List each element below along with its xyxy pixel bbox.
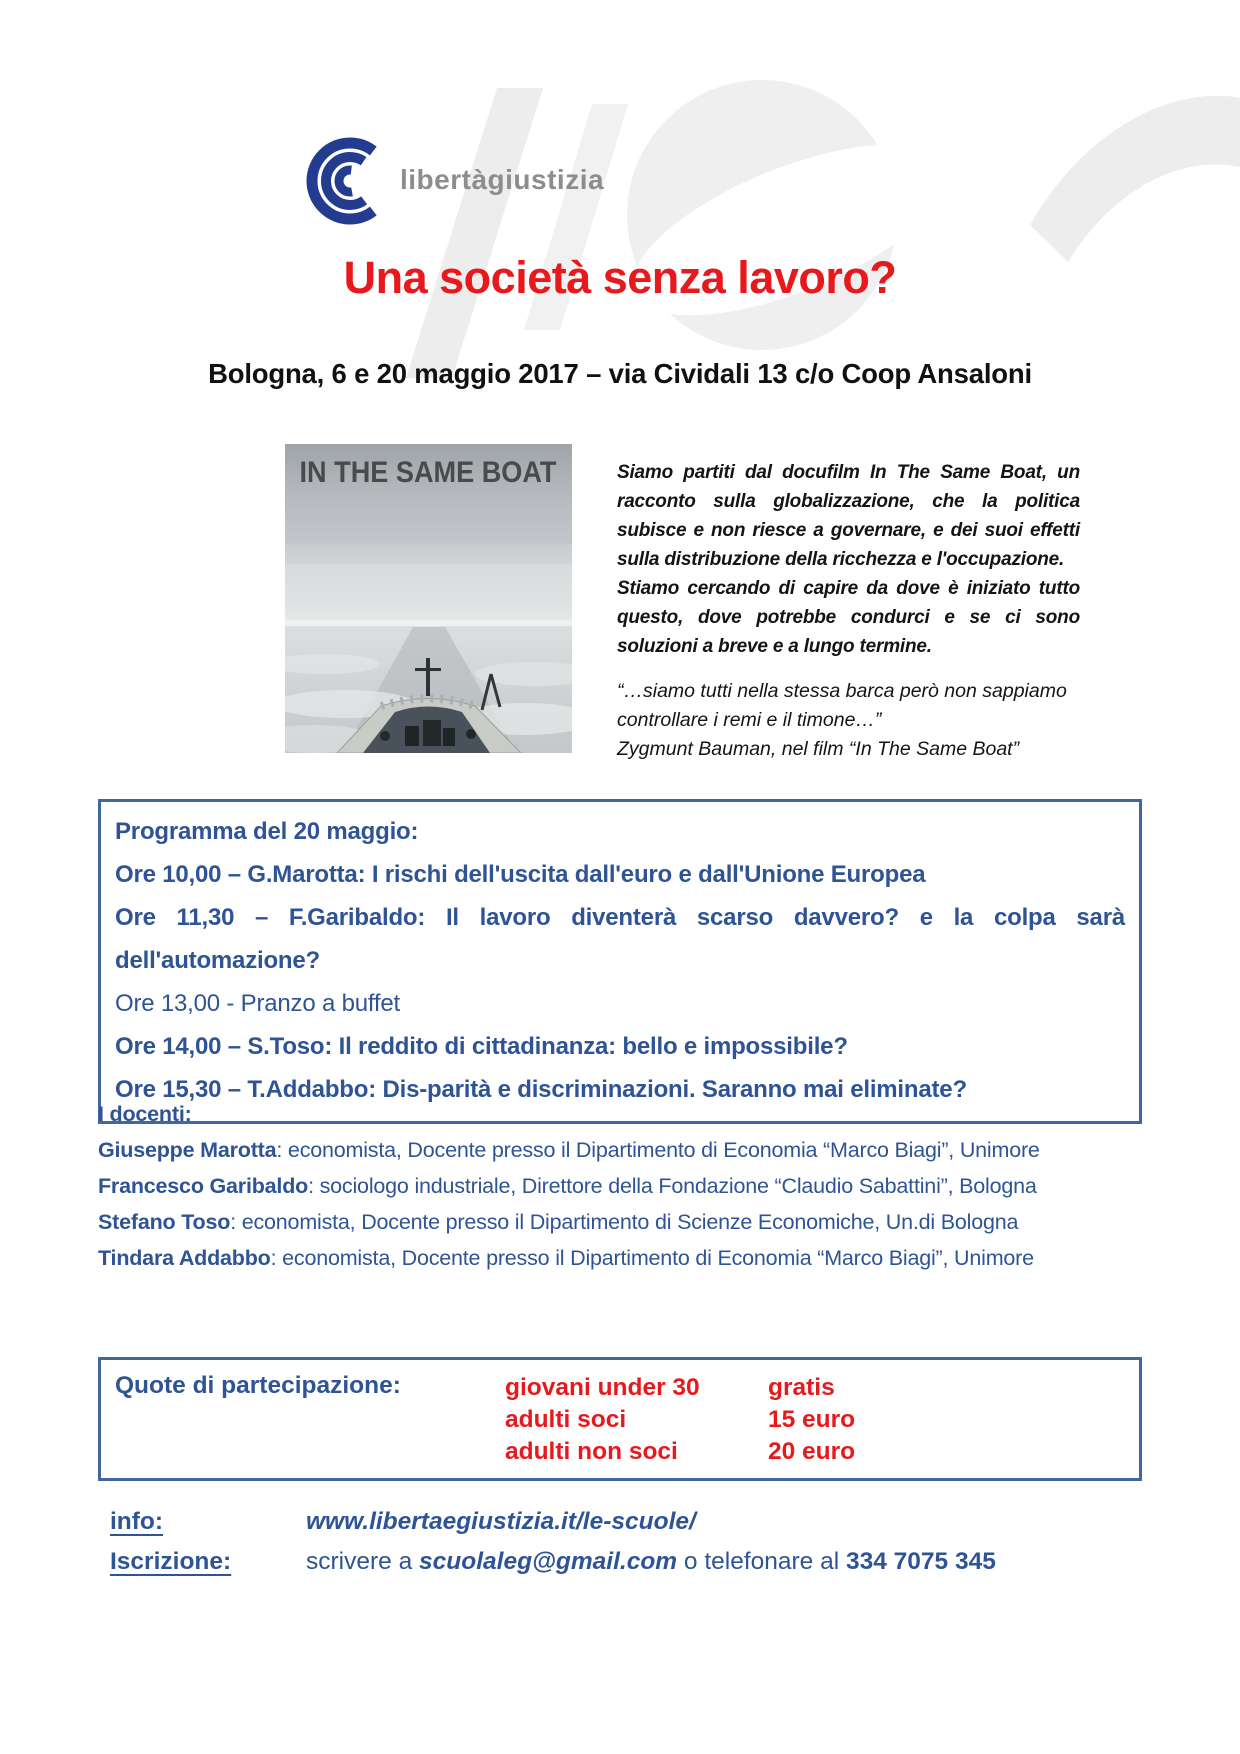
fee-price: 20 euro (768, 1438, 856, 1465)
libertagiustizia-logo-icon (300, 124, 396, 238)
teachers-heading: I docenti: (98, 1102, 192, 1126)
bauman-quote: “…siamo tutti nella stessa barca però non sappiamo controllare i remi e il timone…” (617, 680, 1067, 731)
teacher-entry (98, 1132, 1142, 1168)
logo (300, 124, 620, 244)
fee-category: adulti non soci (505, 1438, 678, 1465)
fees-prices (768, 1372, 1125, 1468)
teacher-name: Stefano Toso (98, 1210, 231, 1234)
program-item-1530: Ore 15,30 – T.Addabbo: Dis-parità e discriminazioni. Saranno mai eliminate? (115, 1076, 967, 1103)
iscrizione-mid-text: o telefonare al (677, 1548, 846, 1575)
ship-in-ice-illustration (285, 444, 572, 753)
fee-category: giovani under 30 (505, 1374, 700, 1401)
intro-paragraph (617, 458, 1080, 661)
teacher-name: Giuseppe Marotta (98, 1138, 277, 1162)
event-date-location: Bologna, 6 e 20 maggio 2017 – via Cividali 13 c/o Coop Ansaloni (208, 358, 1032, 389)
intro-paragraph-2: Stiamo cercando di capire da dove è iniziato tutto questo, dove potrebbe condurci e se ci sono soluzioni a breve e a lungo termine. (617, 578, 1080, 657)
teacher-desc: : economista, Docente presso il Dipartimento di Economia “Marco Biagi”, Unimore (276, 1138, 1040, 1162)
intro-paragraph-1: Siamo partiti dal docufilm In The Same Boat, un racconto sulla globalizzazione, che la politica subisce e non riesce a governare, e dei suoi effetti sulla distribuzione della ricchezza e l'occupazione. (617, 462, 1080, 570)
iscrizione-label: Iscrizione: (110, 1548, 232, 1575)
iscrizione-pre-text: scrivere a (306, 1548, 420, 1575)
fee-price: gratis (768, 1374, 835, 1401)
teacher-desc: : sociologo industriale, Direttore della Fondazione “Claudio Sabattini”, Bologna (308, 1174, 1037, 1198)
iscrizione-email-link[interactable]: scuolaleg@gmail.com (419, 1548, 678, 1575)
poster-title-text: IN THE SAME BOAT (299, 456, 557, 489)
intro-section (617, 458, 1080, 764)
teacher-name: Francesco Garibaldo (98, 1174, 309, 1198)
fees-box (98, 1357, 1142, 1481)
teacher-entry (98, 1204, 1142, 1240)
teacher-desc: : economista, Docente presso il Dipartimento di Economia “Marco Biagi”, Unimore (270, 1246, 1034, 1270)
fee-price: 15 euro (768, 1406, 856, 1433)
docufilm-poster-image (285, 444, 572, 753)
fees-heading: Quote di partecipazione: (115, 1372, 401, 1399)
info-label: info: (110, 1508, 164, 1535)
program-item-1300: Ore 13,00 - Pranzo a buffet (115, 990, 401, 1017)
logo-text: libertàgiustizia (400, 164, 605, 195)
teacher-entry (98, 1240, 1142, 1276)
program-item-1130: Ore 11,30 – F.Garibaldo: Il lavoro diventerà scarso davvero? e la colpa sarà dell'automazione? (115, 904, 1125, 974)
info-url-link[interactable]: www.libertaegiustizia.it/le-scuole/ (306, 1508, 696, 1535)
iscrizione-phone: 334 7075 345 (846, 1548, 996, 1575)
iscrizione-row (110, 1546, 1142, 1577)
teacher-entry (98, 1168, 1142, 1204)
page-title: Una società senza lavoro? (343, 252, 897, 303)
teacher-name: Tindara Addabbo (98, 1246, 271, 1270)
program-heading: Programma del 20 maggio: (115, 818, 419, 845)
iscrizione-value (306, 1546, 996, 1577)
fee-category: adulti soci (505, 1406, 627, 1433)
info-row (110, 1506, 1142, 1537)
program-item-1400: Ore 14,00 – S.Toso: Il reddito di cittadinanza: bello e impossibile? (115, 1033, 848, 1060)
watermark-crescent-icon (1030, 96, 1240, 262)
contact-section (110, 1506, 1142, 1586)
teachers-section (98, 1096, 1142, 1276)
fees-categories (505, 1372, 768, 1468)
background-watermark (0, 0, 1240, 420)
program-box (98, 799, 1142, 1124)
teacher-desc: : economista, Docente presso il Dipartimento di Scienze Economiche, Un.di Bologna (230, 1210, 1019, 1234)
quote-attribution: Zygmunt Bauman, nel film “In The Same Boat” (617, 738, 1020, 760)
program-item-1000: Ore 10,00 – G.Marotta: I rischi dell'uscita dall'euro e dall'Unione Europea (115, 861, 926, 888)
